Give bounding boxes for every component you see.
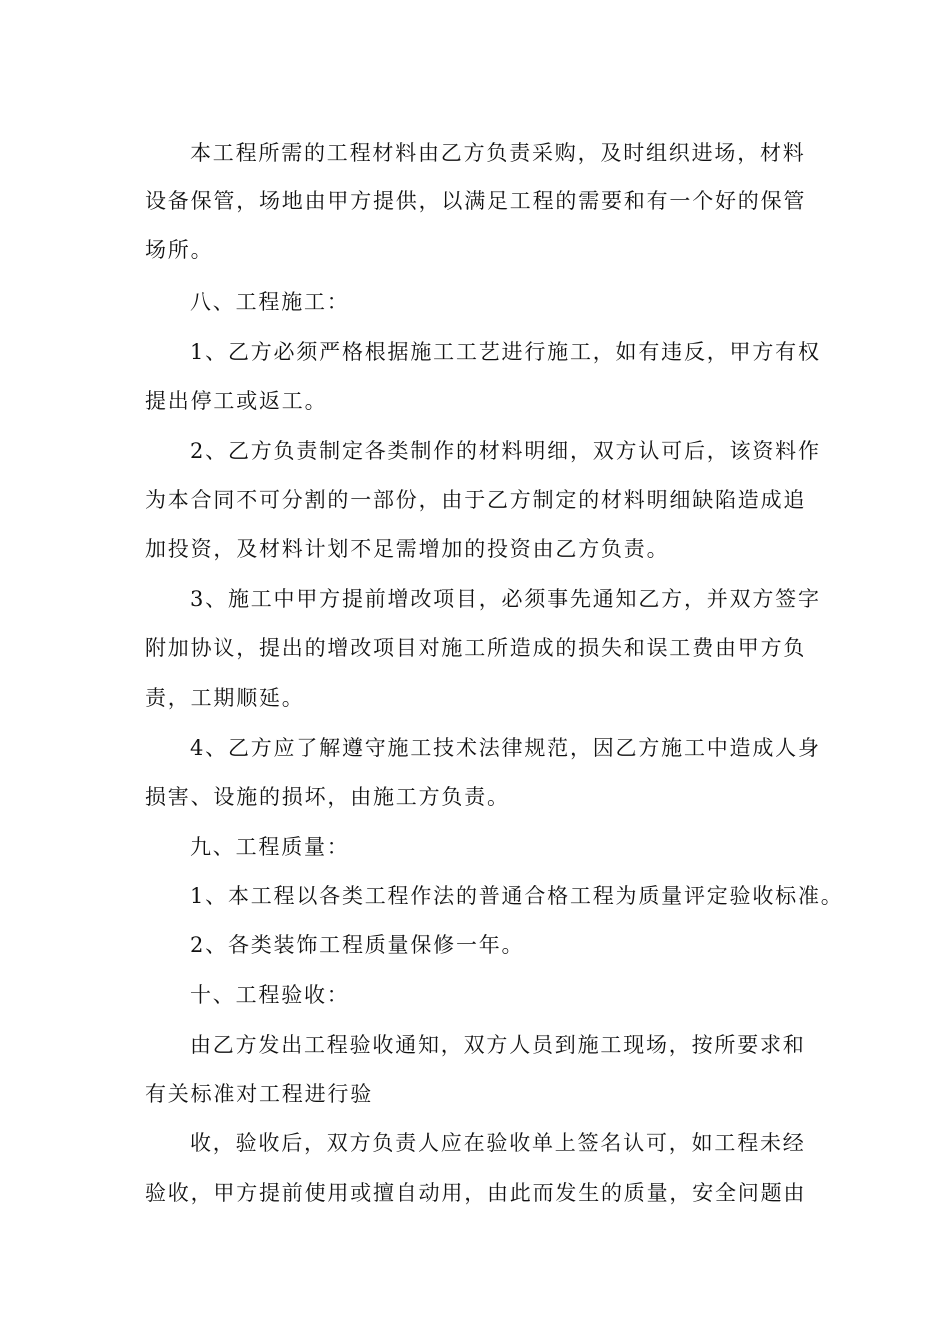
paragraph-line: 为本合同不可分割的一部份，由于乙方制定的材料明细缺陷造成追 — [145, 488, 807, 512]
paragraph-line: 损害、设施的损坏，由施工方负责。 — [145, 785, 510, 809]
paragraph-line: 4、乙方应了解遵守施工技术法律规范，因乙方施工中造成人身 — [190, 736, 821, 760]
paragraph-line: 设备保管，场地由甲方提供，以满足工程的需要和有一个好的保管 — [145, 189, 807, 213]
paragraph-line: 提出停工或返工。 — [145, 389, 328, 413]
paragraph-line: 2、各类装饰工程质量保修一年。 — [190, 933, 525, 957]
section-heading: 十、工程验收： — [190, 983, 350, 1007]
paragraph-line: 由乙方发出工程验收通知，双方人员到施工现场，按所要求和 — [190, 1033, 806, 1057]
paragraph-line: 收，验收后，双方负责人应在验收单上签名认可，如工程未经 — [190, 1131, 806, 1155]
paragraph-line: 附加协议，提出的增改项目对施工所造成的损失和误工费由甲方负 — [145, 636, 807, 660]
section-heading: 八、工程施工： — [190, 290, 350, 314]
paragraph-line: 2、乙方负责制定各类制作的材料明细，双方认可后，该资料作 — [190, 439, 821, 463]
paragraph-line: 验收，甲方提前使用或擅自动用，由此而发生的质量，安全问题由 — [145, 1181, 807, 1205]
paragraph-line: 加投资，及材料计划不足需增加的投资由乙方负责。 — [145, 537, 670, 561]
paragraph-line: 有关标准对工程进行验 — [145, 1082, 373, 1106]
paragraph-line: 本工程所需的工程材料由乙方负责采购，及时组织进场，材料 — [190, 141, 806, 165]
paragraph-line: 责，工期顺延。 — [145, 686, 305, 710]
section-heading: 九、工程质量： — [190, 835, 350, 859]
paragraph-line: 1、乙方必须严格根据施工工艺进行施工，如有违反，甲方有权 — [190, 340, 821, 364]
paragraph-line: 3、施工中甲方提前增改项目，必须事先通知乙方，并双方签字 — [190, 587, 821, 611]
paragraph-line: 场所。 — [145, 238, 214, 262]
paragraph-line: 1、本工程以各类工程作法的普通合格工程为质量评定验收标准。 — [190, 884, 844, 908]
